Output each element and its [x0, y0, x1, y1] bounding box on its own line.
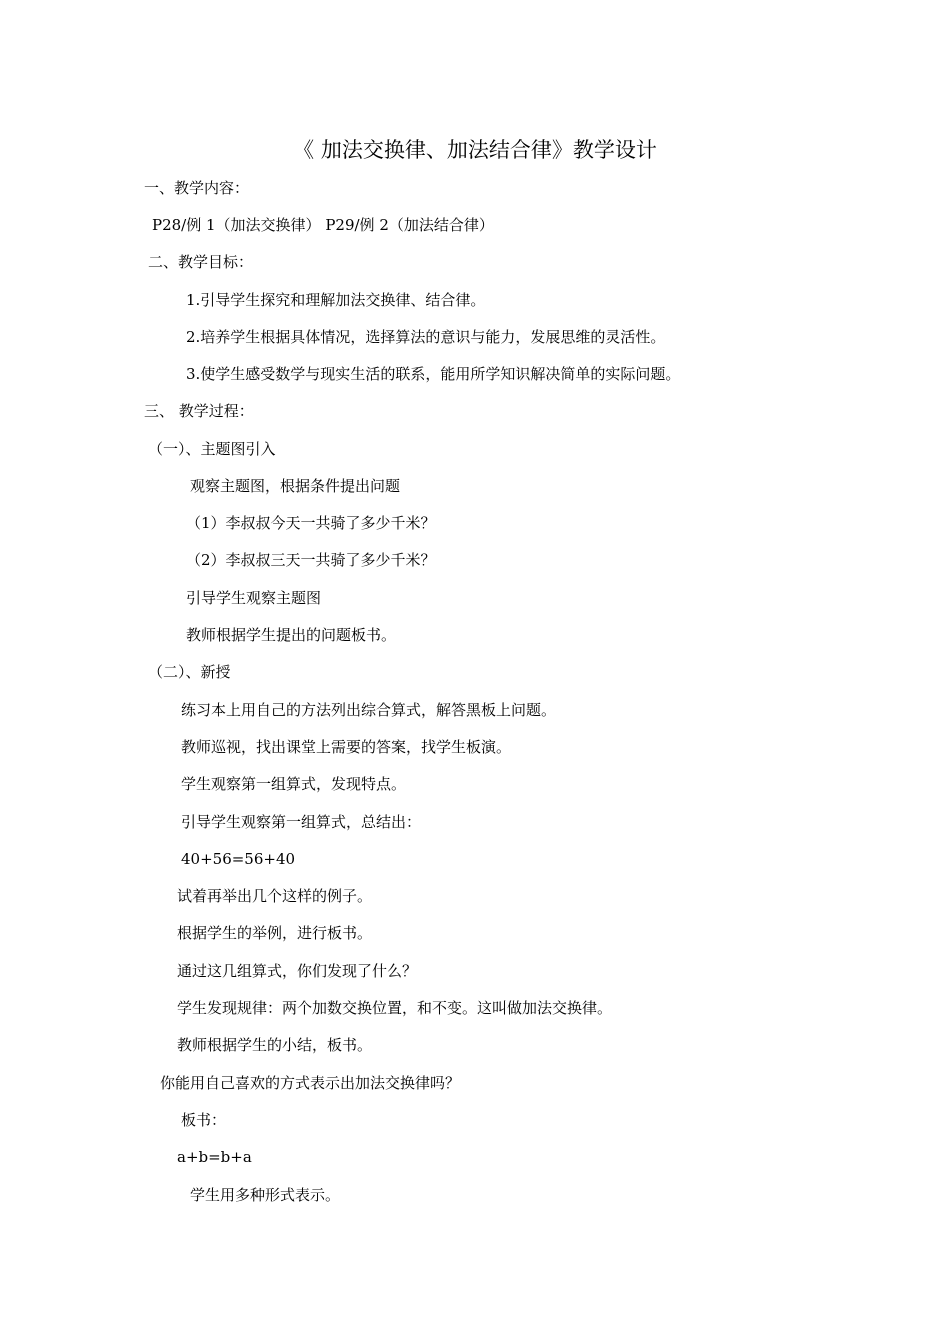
section-heading-content: 一、教学内容： — [144, 179, 250, 197]
paragraph-line: 练习本上用自己的方法列出综合算式，解答黑板上问题。 — [181, 701, 557, 719]
paragraph-line: 试着再举出几个这样的例子。 — [177, 887, 373, 905]
goal-item: 2.培养学生根据具体情况，选择算法的意识与能力，发展思维的灵活性。 — [186, 328, 666, 346]
subsection-heading-new: （二）、新授 — [148, 663, 231, 681]
paragraph-line: 学生用多种形式表示。 — [190, 1186, 341, 1204]
goal-item: 3.使学生感受数学与现实生活的联系，能用所学知识解决简单的实际问题。 — [186, 365, 681, 383]
paragraph-line: 学生发现规律：两个加数交换位置，和不变。这叫做加法交换律。 — [177, 999, 613, 1017]
paragraph-line: 观察主题图，根据条件提出问题 — [190, 477, 401, 495]
subsection-heading-intro: （一）、主题图引入 — [148, 440, 276, 458]
paragraph-line: 根据学生的举例，进行板书。 — [177, 924, 373, 942]
content-line: P28/例 1（加法交换律） P29/例 2（加法结合律） — [152, 216, 494, 234]
section-heading-goals: 二、教学目标： — [148, 253, 254, 271]
question-item: （1）李叔叔今天一共骑了多少千米？ — [186, 514, 436, 532]
paragraph-line: 学生观察第一组算式，发现特点。 — [181, 775, 407, 793]
paragraph-line: 引导学生观察第一组算式，总结出： — [181, 813, 422, 831]
section-heading-process: 三、 教学过程： — [144, 402, 254, 420]
paragraph-line: 引导学生观察主题图 — [186, 589, 322, 607]
formula-line: 40+56=56+40 — [181, 850, 296, 868]
paragraph-line: 通过这几组算式，你们发现了什么？ — [177, 962, 418, 980]
paragraph-line: 教师根据学生的小结，板书。 — [177, 1036, 373, 1054]
document-title: 《 加法交换律、加法结合律》教学设计 — [293, 138, 657, 162]
paragraph-line: 教师根据学生提出的问题板书。 — [186, 626, 397, 644]
formula-line: a+b=b+a — [177, 1148, 252, 1166]
goal-item: 1.引导学生探究和理解加法交换律、结合律。 — [186, 291, 486, 309]
paragraph-line: 板书： — [181, 1111, 227, 1129]
question-item: （2）李叔叔三天一共骑了多少千米？ — [186, 551, 436, 569]
paragraph-line: 教师巡视，找出课堂上需要的答案，找学生板演。 — [181, 738, 512, 756]
paragraph-line: 你能用自己喜欢的方式表示出加法交换律吗？ — [160, 1074, 461, 1092]
